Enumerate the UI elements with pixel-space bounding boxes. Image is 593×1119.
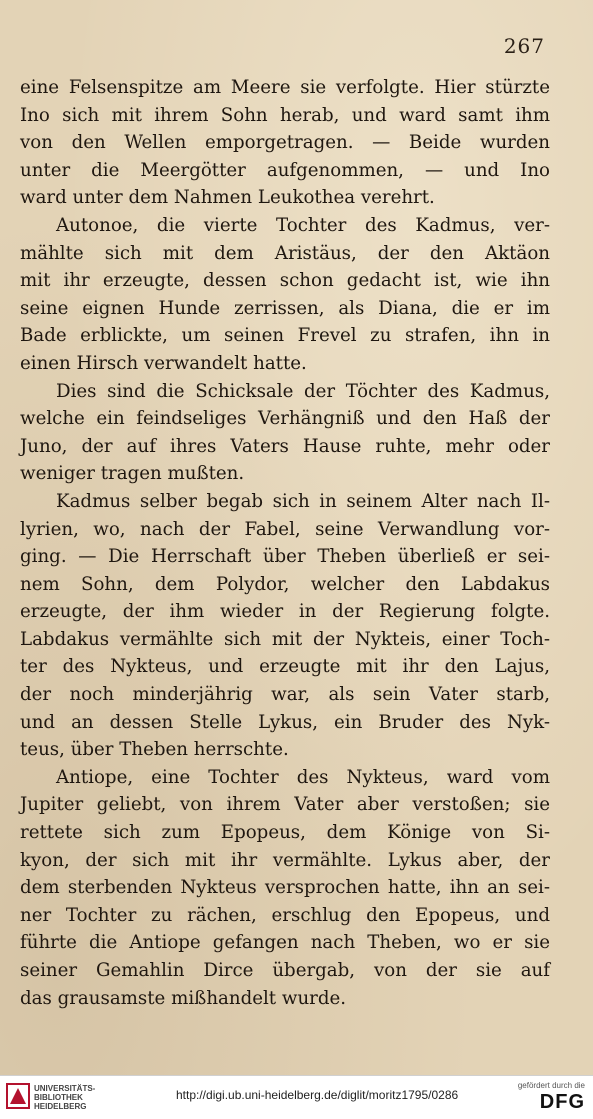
text-line: Jupiter geliebt, von ihrem Vater aber verstoßen; sie xyxy=(20,794,550,816)
text-line: Labdakus vermählte sich mit der Nykteis, einer Toch- xyxy=(20,628,550,650)
text-line: erzeugte, der ihm wieder in der Regierung folgte. xyxy=(20,601,550,623)
text-line: das grausamste mißhandelt wurde. xyxy=(20,987,347,1009)
text-line: und an dessen Stelle Lykus, ein Bruder des Nyk- xyxy=(20,711,550,733)
university-library-name xyxy=(34,1084,95,1111)
logo-line: HEIDELBERG xyxy=(34,1102,87,1111)
text-line: seine eignen Hunde zerrissen, als Diana, die er im xyxy=(20,297,550,319)
text-line: rettete sich zum Epopeus, dem Könige von Si- xyxy=(20,822,550,844)
text-line: ging. — Die Herrschaft über Theben überließ er sei- xyxy=(20,546,550,568)
text-line: mählte sich mit dem Aristäus, der den Aktäon xyxy=(20,242,550,264)
text-line: führte die Antiope gefangen nach Theben, wo er sie xyxy=(20,932,550,954)
text-line: weniger tragen mußten. xyxy=(20,463,245,485)
text-line: einen Hirsch verwandelt hatte. xyxy=(20,352,307,374)
text-line: eine Felsenspitze am Meere sie verfolgte. Hier stürzte xyxy=(20,77,550,98)
university-library-logo-icon xyxy=(6,1082,30,1110)
viewer-footer xyxy=(0,1075,593,1119)
text-line: von den Wellen emporgetragen. — Beide wurden xyxy=(20,132,550,154)
text-line: Dies sind die Schicksale der Töchter des Kadmus, xyxy=(56,380,550,402)
text-line: ter des Nykteus, und erzeugte mit ihr den Lajus, xyxy=(20,656,550,678)
text-line: dem sterbenden Nykteus versprochen hatte, ihn an sei- xyxy=(20,877,550,899)
text-line: kyon, der sich mit ihr vermählte. Lykus aber, der xyxy=(20,849,550,871)
text-line: teus, über Theben herrschte. xyxy=(20,739,289,761)
text-line: ward unter dem Nahmen Leukothea verehrt. xyxy=(20,187,435,209)
text-line: Juno, der auf ihres Vaters Hause ruhte, mehr oder xyxy=(20,435,550,457)
text-line: Autonoe, die vierte Tochter des Kadmus, ver- xyxy=(56,214,550,236)
funder-note: gefördert durch die xyxy=(517,1081,585,1090)
dfg-logo: DFG xyxy=(539,1091,585,1113)
text-line: seiner Gemahlin Dirce übergab, von der sie auf xyxy=(20,960,550,981)
logo-line: BIBLIOTHEK xyxy=(34,1093,83,1102)
text-line: Ino sich mit ihrem Sohn herab, und ward samt ihm xyxy=(20,104,550,126)
text-line: Kadmus selber begab sich in seinem Alter nach Il- xyxy=(56,490,550,512)
text-line: Antiope, eine Tochter des Nykteus, ward vom xyxy=(56,766,550,788)
text-line: unter die Meergötter aufgenommen, — und Ino xyxy=(20,159,550,181)
text-line: nem Sohn, dem Polydor, welcher den Labdakus xyxy=(20,573,550,595)
text-line: lyrien, wo, nach der Fabel, seine Verwandlung vor- xyxy=(20,518,550,540)
text-line: mit ihr erzeugte, dessen schon gedacht ist, wie ihn xyxy=(20,270,550,292)
permalink-url[interactable]: http://digi.ub.uni-heidelberg.de/diglit/moritz1795/0286 xyxy=(176,1088,459,1102)
text-line: welche ein feindseliges Verhängniß und den Haß der xyxy=(20,408,550,430)
page-text xyxy=(20,74,550,1012)
page-number: 267 xyxy=(503,34,545,58)
logo-line: UNIVERSITÄTS- xyxy=(34,1084,96,1093)
text-line: der noch minderjährig war, als sein Vater starb, xyxy=(20,684,550,706)
text-line: ner Tochter zu rächen, erschlug den Epopeus, und xyxy=(20,904,550,926)
text-line: Bade erblickte, um seinen Frevel zu strafen, ihn in xyxy=(20,325,550,347)
